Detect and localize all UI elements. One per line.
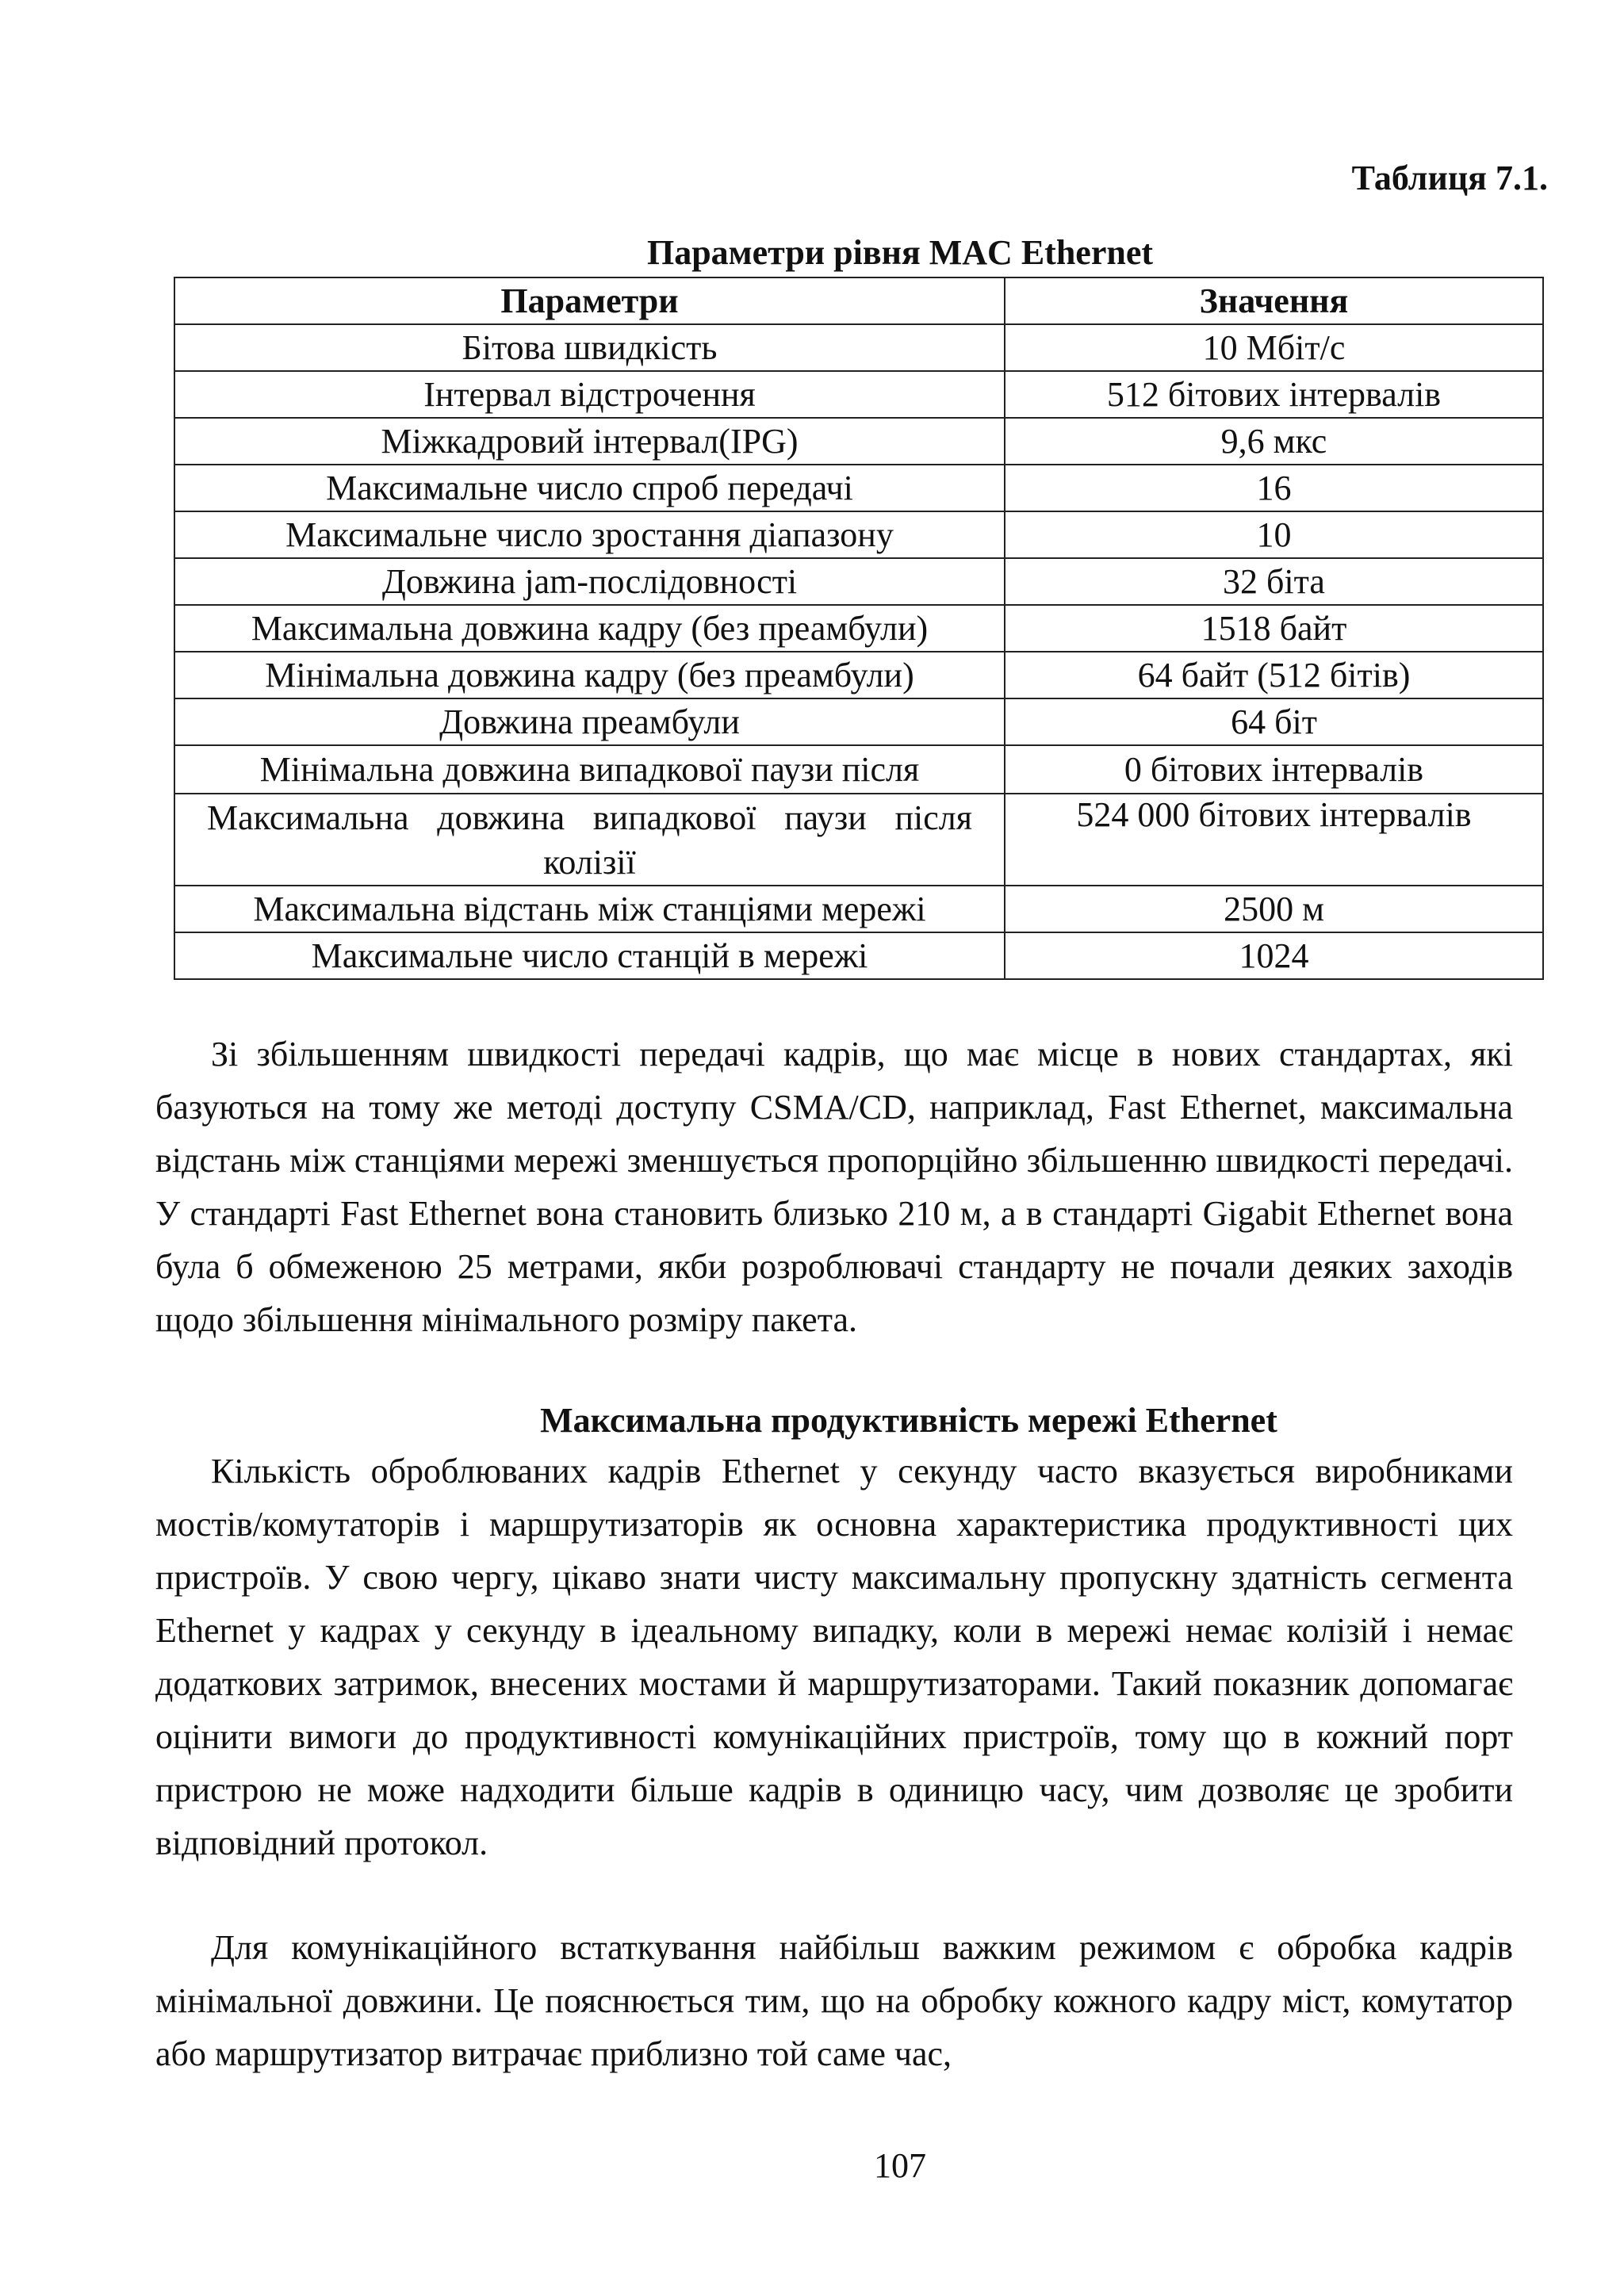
table-cell-parameter: Максимальне число зростання діапазону <box>174 511 1005 558</box>
table-title: Параметри рівня MAC Ethernet <box>646 233 1154 272</box>
parameters-table <box>174 277 1544 980</box>
table-row <box>174 932 1543 979</box>
table-row <box>174 371 1543 418</box>
table-cell-parameter: Довжина преамбули <box>174 698 1005 745</box>
table-cell-value: 512 бітових інтервалів <box>1005 371 1543 418</box>
table-cell-value: 64 байт (512 бітів) <box>1005 652 1543 698</box>
page-number: 107 <box>874 2146 926 2185</box>
table-number: Таблиця 7.1. <box>1351 159 1548 197</box>
table-header-parameters: Параметри <box>174 277 1005 324</box>
table-row <box>174 794 1543 886</box>
table-row <box>174 418 1543 465</box>
body-paragraph: Кількість оброблюваних кадрів Ethernet у секунду часто вказується виробниками мостів/комутаторів і маршрутизаторів як основна характеристика продуктивності цих пристроїв. У свою чергу, цікаво знати чисту максимальну пропускну здатність сегмента Ethernet у кадрах у секунду в ідеальному випадку, коли в мережі немає колізій і немає додаткових затримок, внесених мостами й маршрутизаторами. Такий показник допомагає оцінити вимоги до продуктивності комунікаційних пристроїв, тому що в кожний порт пристрою не може надходити більше кадрів в одиницю часу, чим дозволяє це зробити відповідний протокол. <box>155 1452 1513 1862</box>
table-row <box>174 652 1543 698</box>
table-cell-value: 0 бітових інтервалів <box>1005 745 1543 794</box>
table-row <box>174 324 1543 371</box>
table-cell-parameter: Максимальна відстань між станціями мережі <box>174 886 1005 932</box>
table-cell-parameter: Максимальна довжина кадру (без преамбули) <box>174 605 1005 652</box>
table-cell-parameter: Максимальна довжина випадкової паузи після колізії <box>174 794 1005 886</box>
table-cell-value: 10 <box>1005 511 1543 558</box>
table-row <box>174 698 1543 745</box>
body-paragraph: Для комунікаційного встаткування найбільш важким режимом є обробка кадрів мінімальної довжини. Це пояснюється тим, що на обробку кожного кадру міст, комутатор або маршрутизатор витрачає приблизно той саме час, <box>155 1928 1513 2073</box>
table-cell-value: 9,6 мкс <box>1005 418 1543 465</box>
table-row <box>174 886 1543 932</box>
table-cell-value: 32 біта <box>1005 558 1543 605</box>
table-header-row <box>174 277 1543 324</box>
table-cell-parameter: Максимальне число станцій в мережі <box>174 932 1005 979</box>
section-heading: Максимальна продуктивність мережі Ethernet <box>540 1401 1277 1440</box>
table-header-values: Значення <box>1005 277 1543 324</box>
table-row <box>174 465 1543 511</box>
table-cell-parameter: Бітова швидкість <box>174 324 1005 371</box>
table-row <box>174 605 1543 652</box>
table-cell-parameter: Максимальне число спроб передачі <box>174 465 1005 511</box>
table-cell-parameter: Мінімальна довжина кадру (без преамбули) <box>174 652 1005 698</box>
table-cell-parameter: Інтервал відстрочення <box>174 371 1005 418</box>
table-cell-value: 1518 байт <box>1005 605 1543 652</box>
table-cell-value: 524 000 бітових інтервалів <box>1005 794 1543 886</box>
table-cell-value: 64 біт <box>1005 698 1543 745</box>
table-cell-parameter: Довжина jam-послідовності <box>174 558 1005 605</box>
table-cell-value: 1024 <box>1005 932 1543 979</box>
table-cell-parameter: Мінімальна довжина випадкової паузи після <box>174 745 1005 794</box>
table-row <box>174 558 1543 605</box>
table-row <box>174 745 1543 794</box>
body-paragraph: Зі збільшенням швидкості передачі кадрів, що має місце в нових стандартах, які базуються на тому же методі доступу CSMA/CD, наприклад, Fast Ethernet, максимальна відстань між станціями мережі зменшується пропорційно збільшенню швидкості передачі. У стандарті Fast Ethernet вона становить близько 210 м, а в стандарті Gigabit Ethernet вона була б обмеженою 25 метрами, якби розроблювачі стандарту не почали деяких заходів щодо збільшення мінімального розміру пакета. <box>155 1035 1513 1339</box>
table-cell-value: 2500 м <box>1005 886 1543 932</box>
table-row <box>174 511 1543 558</box>
table-cell-parameter: Міжкадровий інтервал(IPG) <box>174 418 1005 465</box>
table-cell-value: 16 <box>1005 465 1543 511</box>
table-cell-value: 10 Мбіт/с <box>1005 324 1543 371</box>
